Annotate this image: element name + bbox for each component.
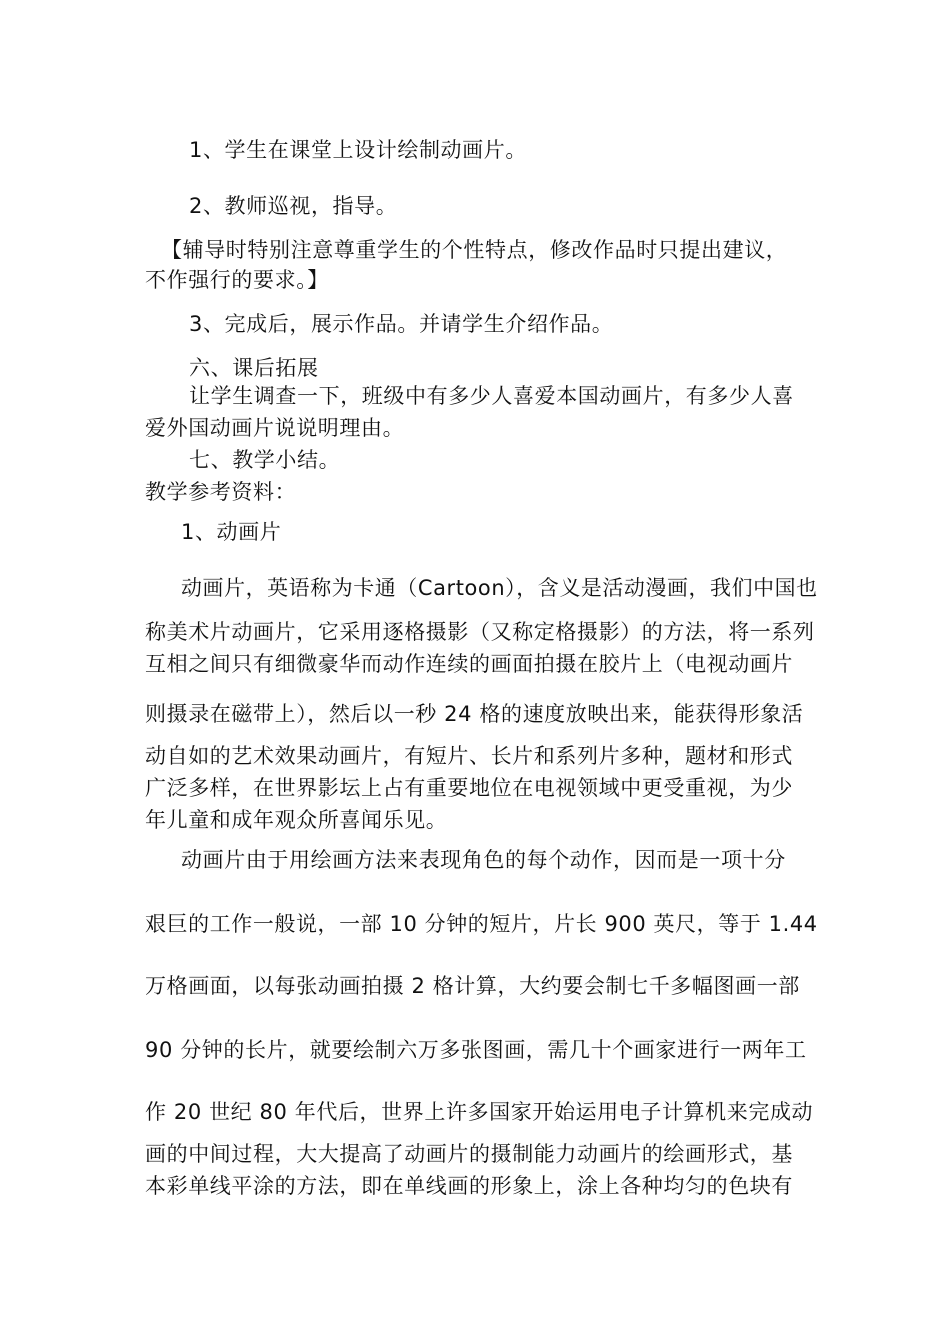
paragraph-1-line-3: 互相之间只有细微豪华而动作连续的画面拍摄在胶片上（电视动画片	[145, 652, 793, 676]
paragraph-1-line-1: 动画片，英语称为卡通（Cartoon），含义是活动漫画，我们中国也	[181, 576, 818, 600]
step-3-line: 3、完成后，展示作品。并请学生介绍作品。	[189, 312, 614, 336]
paragraph-2-line-7: 本彩单线平涂的方法，即在单线画的形象上，涂上各种均匀的色块有	[145, 1174, 793, 1198]
section-heading-7: 七、教学小结。	[189, 448, 341, 472]
paragraph-2-line-3: 万格画面，以每张动画拍摄 2 格计算，大约要会制七千多幅图画一部	[145, 974, 800, 998]
extension-paragraph-line-2: 爱外国动画片说说明理由。	[145, 416, 405, 440]
paragraph-2-line-5: 作 20 世纪 80 年代后，世界上许多国家开始运用电子计算机来完成动	[145, 1100, 814, 1124]
paragraph-1-line-2: 称美术片动画片，它采用逐格摄影（又称定格摄影）的方法，将一系列	[145, 620, 815, 644]
paragraph-2-line-6: 画的中间过程，大大提高了动画片的摄制能力动画片的绘画形式，基	[145, 1142, 793, 1166]
guidance-note-line-2: 不作强行的要求。】	[145, 268, 329, 292]
reference-heading: 教学参考资料：	[145, 480, 297, 504]
paragraph-2-line-4: 90 分钟的长片，就要绘制六万多张图画，需几十个画家进行一两年工	[145, 1038, 807, 1062]
extension-paragraph-line-1: 让学生调查一下，班级中有多少人喜爱本国动画片，有多少人喜	[189, 384, 794, 408]
paragraph-1-line-5: 动自如的艺术效果动画片，有短片、长片和系列片多种，题材和形式	[145, 744, 793, 768]
step-2-line: 2、教师巡视，指导。	[189, 194, 398, 218]
paragraph-1-line-4: 则摄录在磁带上），然后以一秒 24 格的速度放映出来，能获得形象活	[145, 702, 804, 726]
paragraph-2-line-1: 动画片由于用绘画方法来表现角色的每个动作，因而是一项十分	[181, 848, 786, 872]
guidance-note-line-1: 【辅导时特别注意尊重学生的个性特点，修改作品时只提出建议，	[161, 238, 788, 262]
paragraph-1-line-6: 广泛多样，在世界影坛上占有重要地位在电视领域中更受重视，为少	[145, 776, 793, 800]
section-heading-6: 六、课后拓展	[189, 356, 319, 380]
step-1-line: 1、学生在课堂上设计绘制动画片。	[189, 138, 527, 162]
paragraph-2-line-2: 艰巨的工作一般说，一部 10 分钟的短片，片长 900 英尺，等于 1.44	[145, 912, 818, 936]
reference-item-1-heading: 1、动画片	[181, 520, 282, 544]
paragraph-1-line-7: 年儿童和成年观众所喜闻乐见。	[145, 808, 448, 832]
